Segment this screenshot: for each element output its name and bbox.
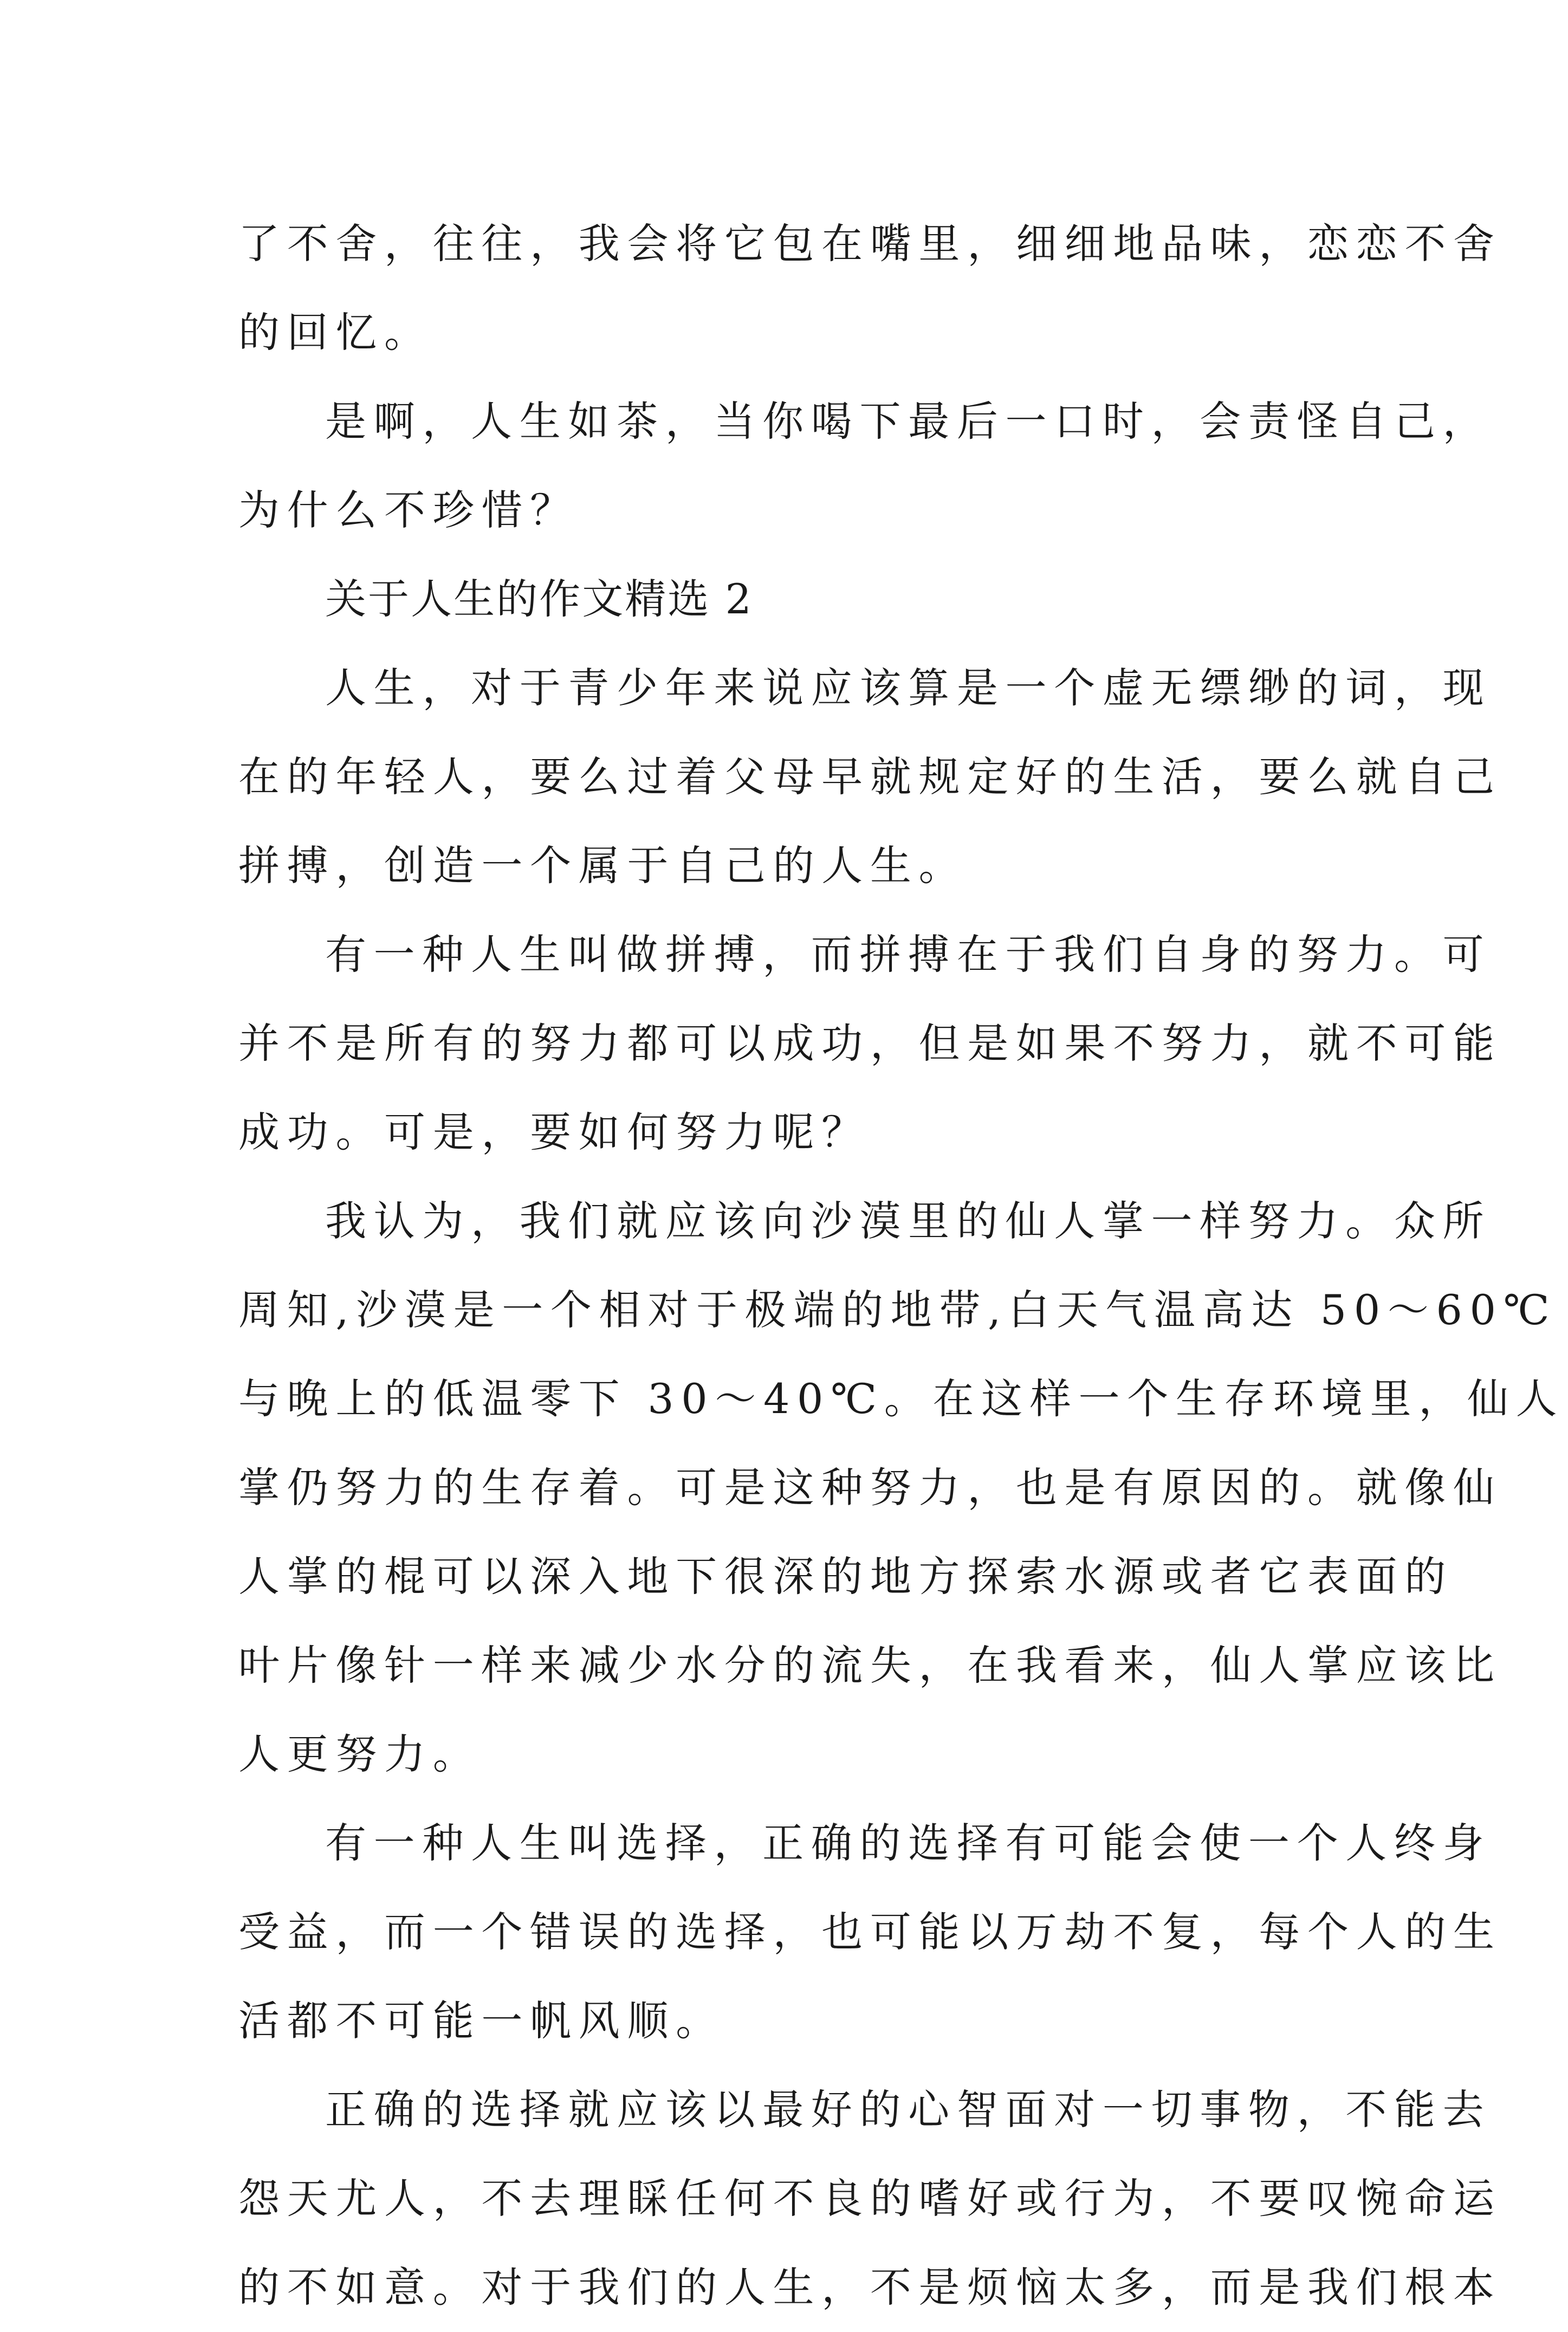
text-line: 活都不可能一帆风顺。 (238, 1997, 724, 2045)
text-line: 怨天尤人，不去理睬任何不良的嗜好或行为，不要叹惋命运 (238, 2174, 1502, 2223)
text-line: 叶片像针一样来减少水分的流失，在我看来，仙人掌应该比 (238, 1641, 1502, 1689)
text-line: 是啊，人生如茶，当你喝下最后一口时，会责怪自己， (325, 397, 1492, 445)
text-line: 人更努力。 (238, 1730, 482, 1778)
document-body (238, 199, 1565, 2332)
text-line: 与晚上的低温零下 30～40℃。在这样一个生存环境里，仙人 (238, 1375, 1565, 1423)
text-line: 为什么不珍惜？ (238, 486, 579, 534)
text-line: 的回忆。 (238, 308, 433, 357)
text-line: 正确的选择就应该以最好的心智面对一切事物，不能去 (325, 2085, 1492, 2134)
text-line: 有一种人生叫做拼搏，而拼搏在于我们自身的努力。可 (325, 930, 1492, 979)
text-line: 有一种人生叫选择，正确的选择有可能会使一个人终身 (325, 1819, 1492, 1867)
text-line: 掌仍努力的生存着。可是这种努力，也是有原因的。就像仙 (238, 1463, 1502, 1512)
section-heading: 关于人生的作文精选 2 (325, 575, 753, 623)
text-line: 受益，而一个错误的选择，也可能以万劫不复，每个人的生 (238, 1908, 1502, 1956)
text-line: 了不舍，往往，我会将它包在嘴里，细细地品味，恋恋不舍 (238, 219, 1502, 268)
text-line: 拼搏，创造一个属于自己的人生。 (238, 841, 968, 890)
text-line: 人掌的棍可以深入地下很深的地方探索水源或者它表面的 (238, 1552, 1453, 1601)
text-line: 成功。可是，要如何努力呢？ (238, 1108, 870, 1156)
text-line: 并不是所有的努力都可以成功，但是如果不努力，就不可能 (238, 1019, 1502, 1067)
text-line: 的不如意。对于我们的人生，不是烦恼太多，而是我们根本 (238, 2263, 1502, 2311)
text-line: 人生，对于青少年来说应该算是一个虚无缥缈的词，现 (325, 664, 1492, 712)
text-line: 周知,沙漠是一个相对于极端的地带,白天气温高达 50～60℃ (238, 1286, 1557, 1334)
text-line: 我认为，我们就应该向沙漠里的仙人掌一样努力。众所 (325, 1197, 1492, 1245)
text-line: 在的年轻人，要么过着父母早就规定好的生活，要么就自己 (238, 753, 1502, 801)
